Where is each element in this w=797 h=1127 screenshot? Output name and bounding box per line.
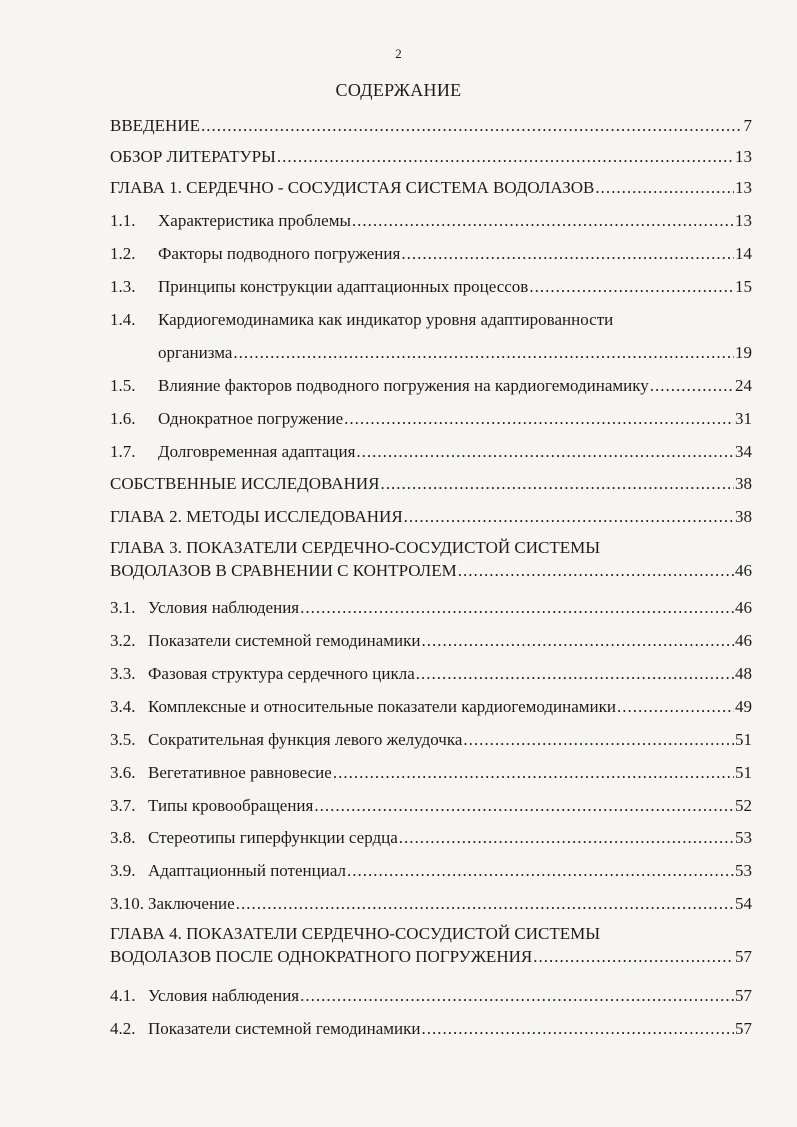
toc-dot-leader (421, 631, 734, 651)
toc-section-number: 4.2. (110, 1019, 136, 1038)
toc-section-number: 3.2. (110, 631, 136, 650)
toc-entry-text: Заключение (148, 894, 235, 913)
toc-entry-1-3 (110, 277, 752, 297)
toc-entry-text: Показатели системной гемодинамики (148, 631, 421, 650)
toc-entry-text: Показатели системной гемодинамики (148, 1019, 421, 1038)
page-number: 2 (395, 46, 402, 61)
toc-dot-leader (352, 211, 734, 231)
toc-entry-3-5 (110, 730, 752, 750)
toc-page-number: 24 (735, 376, 752, 395)
toc-entry-text: Факторы подводного погружения (158, 244, 401, 263)
toc-entry-chapter-4-line-1: ГЛАВА 4. ПОКАЗАТЕЛИ СЕРДЕЧНО-СОСУДИСТОЙ СИСТЕМЫ (110, 924, 601, 943)
toc-entry-3-10 (110, 894, 752, 914)
toc-section-number: 1.5. (110, 376, 136, 395)
toc-page-number: 19 (735, 343, 752, 362)
toc-entry-text: Вегетативное равновесие (148, 763, 332, 782)
toc-entry-chapter-1 (110, 178, 752, 198)
toc-section-number: 3.5. (110, 730, 136, 749)
toc-entry-3-2 (110, 631, 752, 651)
toc-title: СОДЕРЖАНИЕ (335, 80, 462, 100)
toc-dot-leader (650, 376, 734, 396)
toc-entry-text-continued: ВОДОЛАЗОВ В СРАВНЕНИИ С КОНТРОЛЕМ (110, 561, 457, 580)
toc-entry-text: Фазовая структура сердечного цикла (148, 664, 415, 683)
toc-entry-1-4 (158, 343, 752, 363)
toc-dot-leader (421, 1019, 734, 1039)
toc-entry-3-6 (110, 763, 752, 783)
toc-page-number: 7 (743, 116, 752, 135)
toc-page-number: 34 (735, 442, 752, 461)
toc-page-number: 54 (735, 894, 752, 913)
toc-page-number: 38 (735, 474, 752, 493)
toc-dot-leader (595, 178, 734, 198)
toc-entry-3-8 (110, 828, 752, 848)
toc-dot-leader (314, 796, 734, 816)
toc-section-number: 3.8. (110, 828, 136, 847)
toc-section-number: 1.3. (110, 277, 136, 296)
toc-entry-3-9 (110, 861, 752, 881)
toc-section-number: 3.9. (110, 861, 136, 880)
toc-dot-leader (404, 507, 734, 527)
toc-page-number: 51 (735, 763, 752, 782)
toc-dot-leader (617, 697, 734, 717)
toc-page-number: 53 (735, 828, 752, 847)
toc-entry-chapter-2 (110, 507, 752, 527)
toc-dot-leader (458, 561, 734, 581)
toc-dot-leader (201, 116, 743, 136)
toc-entry-chapter-4 (110, 947, 752, 967)
toc-entry-chapter-3-line-1: ГЛАВА 3. ПОКАЗАТЕЛИ СЕРДЕЧНО-СОСУДИСТОЙ СИСТЕМЫ (110, 538, 601, 557)
toc-entry-3-1 (110, 598, 752, 618)
toc-page-number: 46 (735, 631, 752, 650)
toc-entry-1-5 (110, 376, 752, 396)
toc-entry-1-4-line-1 (110, 310, 613, 330)
toc-page-number: 13 (735, 147, 752, 166)
toc-entry-own-research (110, 474, 752, 494)
toc-entry-3-4 (110, 697, 752, 717)
toc-entry-chapter-3 (110, 561, 752, 581)
toc-dot-leader (344, 409, 734, 429)
toc-entry-3-3 (110, 664, 752, 684)
toc-page-number: 46 (735, 561, 752, 580)
toc-entry-1-2 (110, 244, 752, 264)
toc-entry-text-continued: организма (158, 343, 233, 362)
toc-page-number: 13 (735, 178, 752, 197)
toc-entry-1-6 (110, 409, 752, 429)
toc-page-number: 31 (735, 409, 752, 428)
toc-section-number: 3.6. (110, 763, 136, 782)
toc-entry-introduction (110, 116, 752, 136)
toc-dot-leader (233, 343, 734, 363)
toc-entry-text: Влияние факторов подводного погружения на кардиогемодинамику (158, 376, 649, 395)
toc-entry-text: Условия наблюдения (148, 986, 300, 1005)
toc-entry-text: Адаптационный потенциал (148, 861, 347, 880)
toc-entry-text: Комплексные и относительные показатели кардиогемодинамики (148, 697, 616, 716)
toc-entry-text: Долговременная адаптация (158, 442, 356, 461)
toc-entry-text: Типы кровообращения (148, 796, 314, 815)
toc-dot-leader (399, 828, 734, 848)
toc-entry-text: СОБСТВЕННЫЕ ИССЛЕДОВАНИЯ (110, 474, 380, 493)
toc-page-number: 48 (735, 664, 752, 683)
toc-entry-text: Принципы конструкции адаптационных процессов (158, 277, 529, 296)
toc-entry-3-7 (110, 796, 752, 816)
toc-entry-1-7 (110, 442, 752, 462)
toc-page-number: 57 (735, 1019, 752, 1038)
toc-entry-text: Стереотипы гиперфункции сердца (148, 828, 398, 847)
toc-entry-4-1 (110, 986, 752, 1006)
toc-section-number: 1.1. (110, 211, 136, 230)
toc-dot-leader (347, 861, 734, 881)
toc-entry-text: Сократительная функция левого желудочка (148, 730, 463, 749)
toc-entry-text: ОБЗОР ЛИТЕРАТУРЫ (110, 147, 276, 166)
toc-page-number: 15 (735, 277, 752, 296)
toc-page-number: 49 (735, 697, 752, 716)
toc-section-number: 4.1. (110, 986, 136, 1005)
toc-dot-leader (533, 947, 734, 967)
toc-page-number: 57 (735, 947, 752, 966)
toc-section-number: 3.10. (110, 894, 144, 913)
toc-entry-text: Однократное погружение (158, 409, 344, 428)
toc-dot-leader (356, 442, 734, 462)
toc-entry-text: Кардиогемодинамика как индикатор уровня адаптированности (158, 310, 614, 329)
toc-dot-leader (277, 147, 734, 167)
toc-section-number: 3.7. (110, 796, 136, 815)
toc-section-number: 3.1. (110, 598, 136, 617)
toc-entry-text-continued: ВОДОЛАЗОВ ПОСЛЕ ОДНОКРАТНОГО ПОГРУЖЕНИЯ (110, 947, 533, 966)
toc-section-number: 1.2. (110, 244, 136, 263)
toc-dot-leader (463, 730, 734, 750)
toc-dot-leader (236, 894, 734, 914)
toc-dot-leader (333, 763, 734, 783)
toc-dot-leader (380, 474, 734, 494)
toc-page-number: 51 (735, 730, 752, 749)
toc-dot-leader (416, 664, 734, 684)
toc-page-number: 46 (735, 598, 752, 617)
toc-section-number: 1.4. (110, 310, 136, 329)
toc-section-number: 3.3. (110, 664, 136, 683)
toc-page-number: 57 (735, 986, 752, 1005)
toc-entry-text: ВВЕДЕНИЕ (110, 116, 200, 135)
toc-entry-4-2 (110, 1019, 752, 1039)
toc-page-number: 52 (735, 796, 752, 815)
toc-entry-text: ГЛАВА 2. МЕТОДЫ ИССЛЕДОВАНИЯ (110, 507, 403, 526)
toc-entry-text: Характеристика проблемы (158, 211, 351, 230)
toc-section-number: 1.7. (110, 442, 136, 461)
toc-entry-text: Условия наблюдения (148, 598, 300, 617)
toc-section-number: 3.4. (110, 697, 136, 716)
toc-section-number: 1.6. (110, 409, 136, 428)
toc-entry-literature-review (110, 147, 752, 167)
toc-dot-leader (300, 598, 734, 618)
toc-page-number: 14 (735, 244, 752, 263)
toc-entry-text: ГЛАВА 1. СЕРДЕЧНО - СОСУДИСТАЯ СИСТЕМА ВОДОЛАЗОВ (110, 178, 595, 197)
toc-page-number: 53 (735, 861, 752, 880)
toc-dot-leader (300, 986, 734, 1006)
toc-entry-1-1 (110, 211, 752, 231)
toc-dot-leader (529, 277, 734, 297)
toc-dot-leader (401, 244, 734, 264)
toc-page-number: 13 (735, 211, 752, 230)
toc-page-number: 38 (735, 507, 752, 526)
